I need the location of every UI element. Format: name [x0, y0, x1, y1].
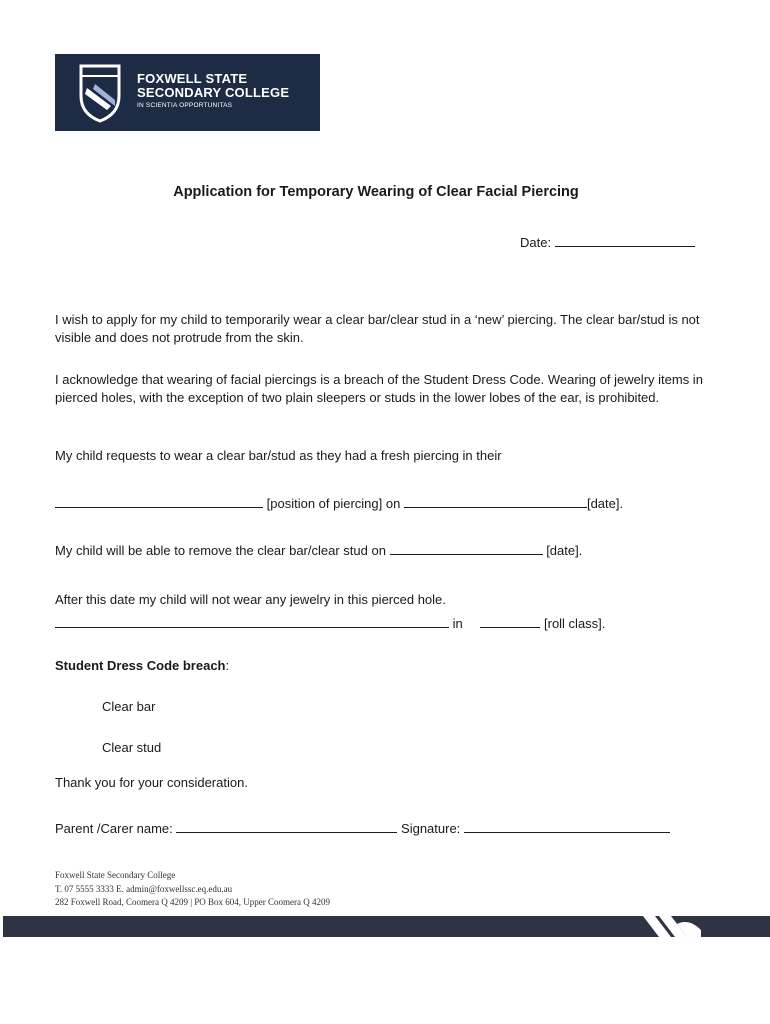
roll-class-blank[interactable] — [480, 615, 540, 628]
after-date-text: After this date my child will not wear any jewelry in this pierced hole. — [55, 592, 446, 607]
signature-label: Signature: — [401, 821, 461, 836]
roll-class-label: [roll class]. — [544, 616, 606, 631]
remove-date-blank[interactable] — [390, 542, 543, 555]
piercing-position-blank[interactable] — [55, 495, 263, 508]
date-bracket-label: [date]. — [586, 496, 624, 511]
footer-bar — [3, 916, 770, 937]
breach-colon: : — [225, 658, 230, 673]
paragraph-request: My child requests to wear a clear bar/stud as they had a fresh piercing in their — [55, 448, 502, 463]
footer-contact — [55, 869, 330, 910]
parent-signature-line — [55, 820, 670, 838]
position-label: [position of piercing] on — [266, 496, 401, 511]
piercing-position-line — [55, 495, 623, 513]
shield-crest-icon — [77, 62, 123, 124]
breach-heading — [55, 657, 229, 675]
piercing-date-blank[interactable] — [404, 495, 587, 508]
footer-phone-email: T. 07 5555 3333 E. admin@foxwellssc.eq.edu.au — [55, 883, 233, 894]
date-field — [520, 234, 695, 252]
parent-name-blank[interactable] — [176, 820, 397, 833]
remove-date-bracket: [date]. — [546, 543, 583, 558]
footer-stripes-icon — [3, 916, 770, 937]
footer-school-name: Foxwell State Secondary College — [55, 870, 176, 880]
option-clear-bar[interactable]: Clear bar — [102, 699, 156, 714]
date-blank[interactable] — [555, 234, 695, 247]
in-label: in — [452, 616, 463, 631]
paragraph-acknowledge: I acknowledge that wearing of facial piercings is a breach of the Student Dress Code. Wearing of jewelry items in pierced holes, with the exception of two plain sleepers or studs in the lower lobes of the ear, is prohibited. — [55, 372, 703, 405]
paragraph-intro: I wish to apply for my child to temporarily wear a clear bar/clear stud in a ‘new’ piercing. The clear bar/stud is not visible and does not protrude from the skin. — [55, 312, 700, 345]
school-name: FOXWELL STATE SECONDARY COLLEGE — [137, 71, 290, 100]
document-title: Application for Temporary Wearing of Clear Facial Piercing — [173, 184, 579, 200]
school-motto: IN SCIENTIA OPPORTUNITAS — [137, 102, 233, 109]
remove-date-line — [55, 542, 582, 560]
parent-name-label: Parent /Carer name: — [55, 821, 173, 836]
remove-text: My child will be able to remove the clear bar/clear stud on — [55, 543, 386, 558]
student-name-blank[interactable] — [55, 615, 449, 628]
footer-address: 282 Foxwell Road, Coomera Q 4209 | PO Box 604, Upper Coomera Q 4209 — [55, 897, 331, 907]
breach-heading-text: Student Dress Code breach — [55, 658, 226, 673]
thanks-text: Thank you for your consideration. — [55, 775, 248, 790]
signature-blank[interactable] — [464, 820, 670, 833]
option-clear-stud[interactable]: Clear stud — [102, 740, 162, 755]
date-label: Date: — [520, 235, 552, 250]
student-roll-line — [55, 615, 605, 633]
school-logo — [55, 54, 320, 131]
